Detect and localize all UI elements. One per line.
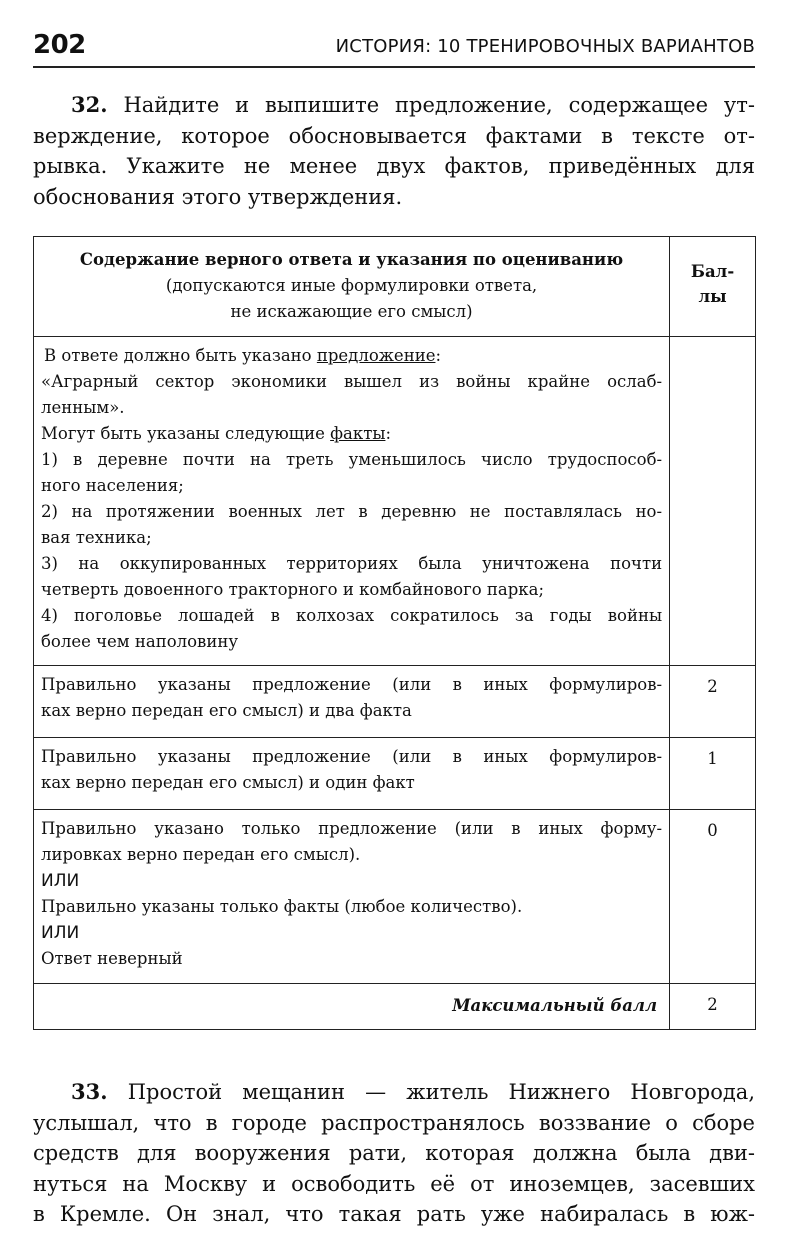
points-header: лы — [698, 287, 727, 306]
criteria-cell — [34, 810, 670, 984]
fact-line: четверть довоенного тракторного и комбайнового парка; — [41, 580, 545, 599]
header-points-cell — [670, 237, 756, 337]
task-33-line: 33. Простой мещанин — житель Нижнего Новгорода, — [71, 1079, 755, 1104]
task-33-line: в Кремле. Он знал, что такая рать уже набиралась в юж- — [33, 1202, 755, 1226]
task-33-line: средств для вооружения рати, которая должна была дви- — [33, 1141, 755, 1165]
answer-quote: ленным». — [41, 398, 125, 417]
points-value: 2 — [707, 677, 718, 696]
criteria-line: ках верно передан его смысл) и один факт — [41, 773, 415, 792]
criteria-line: ках верно передан его смысл) и два факта — [41, 701, 412, 720]
points-header: Бал- — [690, 262, 735, 281]
criteria-row — [34, 666, 756, 738]
or-separator: ИЛИ — [41, 923, 80, 943]
task-33-line: услышал, что в городе распространялось воззвание о сборе — [33, 1110, 755, 1135]
underlined-term: предложение — [316, 346, 436, 365]
points-cell — [670, 810, 756, 984]
answer-intro: В ответе должно быть указано предложение: — [44, 346, 442, 365]
points-value: 0 — [707, 821, 718, 840]
header-criteria-cell — [34, 237, 670, 337]
task-32-line: верждение, которое обосновывается фактами в тексте от- — [33, 123, 755, 148]
header-title: Содержание верного ответа и указания по оцениванию — [79, 250, 624, 269]
fact-line: ного населения; — [41, 476, 184, 495]
max-score-row — [34, 984, 756, 1030]
task-32-line: рывка. Укажите не менее двух фактов, приведённых для — [33, 154, 755, 178]
page-number: 202 — [33, 30, 86, 60]
task-33-prompt — [33, 1077, 755, 1230]
fact-line: вая техника; — [41, 528, 152, 547]
facts-intro: Могут быть указаны следующие факты: — [41, 424, 392, 443]
points-value: 1 — [707, 749, 718, 768]
header-note: не искажающие его смысл) — [230, 302, 473, 321]
criteria-line: Ответ неверный — [41, 949, 183, 968]
running-title: ИСТОРИЯ: 10 ТРЕНИРОВОЧНЫХ ВАРИАНТОВ — [335, 36, 755, 57]
points-cell — [670, 666, 756, 738]
fact-line: 4) поголовье лошадей в колхозах сократилось за годы войны — [41, 606, 663, 625]
max-score-points-cell — [670, 984, 756, 1030]
criteria-line: Правильно указаны предложение (или в иных формулиров- — [41, 747, 663, 766]
grading-table — [33, 236, 756, 1030]
header-note: (допускаются иные формулировки ответа, — [165, 276, 538, 295]
page-header — [33, 22, 755, 68]
answer-content-row — [34, 337, 756, 666]
answer-content-cell — [34, 337, 670, 666]
criteria-row — [34, 738, 756, 810]
criteria-line: лировках верно передан его смысл). — [41, 845, 361, 864]
criteria-line: Правильно указано только предложение (или в иных форму- — [41, 819, 663, 838]
or-separator: ИЛИ — [41, 871, 80, 891]
max-score-label-cell — [34, 984, 670, 1030]
underlined-term: факты — [330, 424, 386, 443]
answer-points-cell — [670, 337, 756, 666]
max-score-value: 2 — [707, 995, 718, 1014]
criteria-cell — [34, 666, 670, 738]
fact-line: 2) на протяжении военных лет в деревню не поставлялась но- — [41, 502, 663, 521]
fact-line: более чем наполовину — [41, 632, 239, 651]
max-score-label: Максимальный балл — [452, 996, 658, 1015]
criteria-line: Правильно указаны предложение (или в иных формулиров- — [41, 675, 663, 694]
task-32-line: обоснования этого утверждения. — [33, 184, 403, 209]
task-32-line: 32. Найдите и выпишите предложение, содержащее ут- — [71, 92, 755, 117]
criteria-cell — [34, 738, 670, 810]
task-33-number: 33. — [71, 1079, 108, 1104]
criteria-row — [34, 810, 756, 984]
criteria-line: Правильно указаны только факты (любое количество). — [41, 897, 523, 916]
task-33-line: нуться на Москву и освободить её от иноземцев, засевших — [33, 1171, 755, 1196]
task-32-prompt — [33, 90, 755, 212]
fact-line: 1) в деревне почти на треть уменьшилось число трудоспособ- — [41, 450, 663, 469]
table-header-row — [34, 237, 756, 337]
task-32-number: 32. — [71, 92, 108, 117]
points-cell — [670, 738, 756, 810]
answer-quote: «Аграрный сектор экономики вышел из войны крайне ослаб- — [41, 372, 663, 391]
fact-line: 3) на оккупированных территориях была уничтожена почти — [41, 554, 663, 573]
